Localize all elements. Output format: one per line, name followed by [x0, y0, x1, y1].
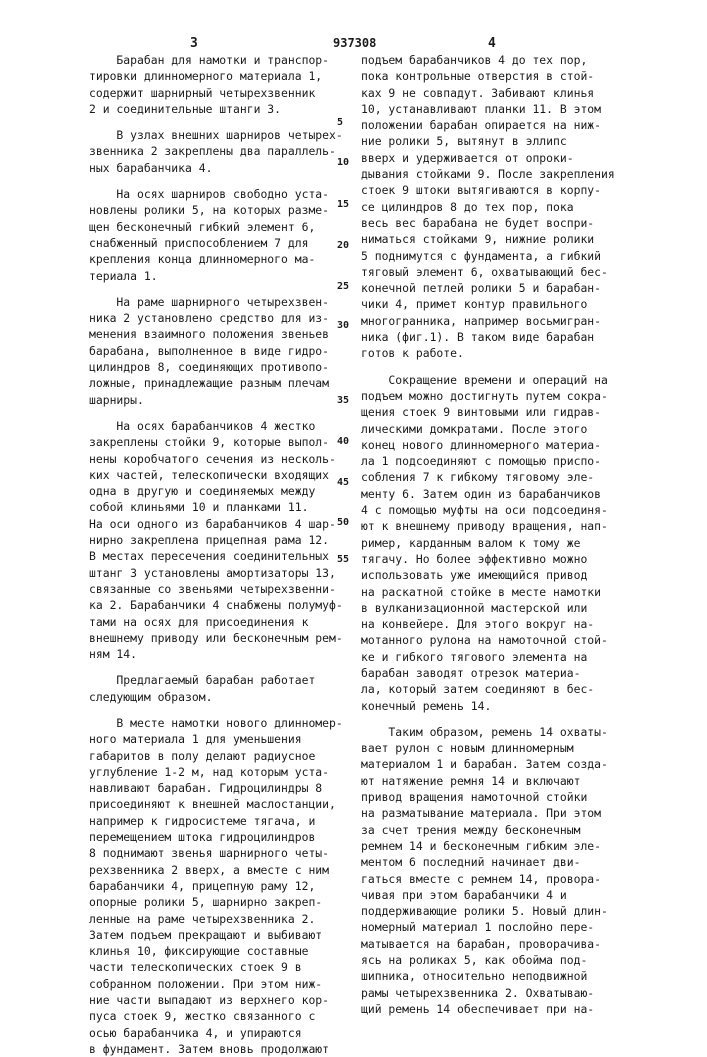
text-line: шарниры.: [89, 392, 339, 408]
text-line: содержит шарнирный четырехзвенник: [89, 85, 339, 101]
text-line: пуса стоек 9, жестко связанного с: [89, 1008, 339, 1024]
text-line: ного материала 1 для уменьшения: [89, 731, 339, 747]
text-line: материалом 1 и барабан. Затем созда-: [361, 756, 621, 772]
text-line: В месте намотки нового длинномер-: [89, 715, 339, 731]
text-line: пока контрольные отверстия в стой-: [361, 68, 621, 84]
text-line: на разматывание материала. При этом: [361, 805, 621, 821]
line-number: 40: [337, 436, 349, 447]
text-line: вает рулон с новым длинномерным: [361, 740, 621, 756]
paragraph: [361, 52, 621, 362]
text-line: конечной петлей ролики 5 и барабан-: [361, 280, 621, 296]
text-line: 4 с помощью муфты на оси подсоединя-: [361, 502, 621, 518]
text-line: в фундамент. Затем вновь продолжают: [89, 1041, 339, 1057]
text-line: ментом 6 последний начинает дви-: [361, 854, 621, 870]
paragraph-gap: [361, 362, 621, 372]
text-line: менения взаимного положения звеньев: [89, 326, 339, 342]
text-line: ние ролики 5, вытянут в эллипс: [361, 133, 621, 149]
text-line: матывается на барабан, проворачива-: [361, 936, 621, 952]
text-line: ленные на раме четырехзвенника 2.: [89, 911, 339, 927]
text-line: подъем можно достигнуть путем сокра-: [361, 388, 621, 404]
text-line: 5 поднимутся с фундамента, а гибкий: [361, 248, 621, 264]
text-line: новлены ролики 5, на которых разме-: [89, 202, 339, 218]
text-line: тами на осях для присоединения к: [89, 614, 339, 630]
line-number: 25: [337, 281, 349, 292]
text-line: ла, который затем соединяют в бес-: [361, 681, 621, 697]
text-line: за счет трения между бесконечным: [361, 822, 621, 838]
text-line: внешнему приводу или бесконечным рем-: [89, 630, 339, 646]
text-line: тяговый элемент 6, охватывающий бес-: [361, 264, 621, 280]
text-line: собой клиньями 10 и планками 11.: [89, 499, 339, 515]
left-column: [89, 52, 339, 1057]
right-page-number: 4: [488, 36, 496, 51]
text-line: рамы четырехзвенника 2. Охватываю-: [361, 985, 621, 1001]
text-line: ла 1 подсоединяют с помощью приспо-: [361, 453, 621, 469]
text-line: Барабан для намотки и транспор-: [89, 52, 339, 68]
paragraph-gap: [89, 408, 339, 418]
text-line: навливают барабан. Гидроцилиндры 8: [89, 780, 339, 796]
text-line: ют к внешнему приводу вращения, нап-: [361, 518, 621, 534]
text-line: углубление 1-2 м, над которым уста-: [89, 764, 339, 780]
text-line: стоек 9 штоки вытягиваются в корпу-: [361, 182, 621, 198]
text-line: ясь на роликах 5, как обойма под-: [361, 952, 621, 968]
text-line: габаритов в полу делают радиусное: [89, 748, 339, 764]
text-line: звенника 2 закреплены два параллель-: [89, 143, 339, 159]
text-line: тировки длинномерного материала 1,: [89, 68, 339, 84]
text-line: нены коробчатого сечения из несколь-: [89, 451, 339, 467]
text-line: чики 4, примет контур правильного: [361, 296, 621, 312]
text-line: щения стоек 9 винтовыми или гидрав-: [361, 404, 621, 420]
text-line: териала 1.: [89, 268, 339, 284]
text-line: тягачу. Но более эффективно можно: [361, 551, 621, 567]
text-line: Таким образом, ремень 14 охваты-: [361, 724, 621, 740]
text-line: ника 2 установлено средство для из-: [89, 310, 339, 326]
text-line: закреплены стойки 9, которые выпол-: [89, 434, 339, 450]
text-line: номерный материал 1 послойно пере-: [361, 919, 621, 935]
text-line: нирно закреплена прицепная рама 12.: [89, 532, 339, 548]
text-line: подъем барабанчиков 4 до тех пор,: [361, 52, 621, 68]
text-line: се цилиндров 8 до тех пор, пока: [361, 199, 621, 215]
text-line: лическими домкратами. После этого: [361, 421, 621, 437]
left-page-number: 3: [190, 36, 198, 51]
text-line: барабанчики 4, прицепную раму 12,: [89, 878, 339, 894]
line-number: 30: [337, 320, 349, 331]
text-line: В местах пересечения соединительных: [89, 548, 339, 564]
paragraph: [89, 418, 339, 662]
text-line: дывания стойками 9. После закрепления: [361, 166, 621, 182]
text-line: На раме шарнирного четырехзвен-: [89, 294, 339, 310]
line-number: 20: [337, 240, 349, 251]
text-line: на конвейере. Для этого вокруг на-: [361, 616, 621, 632]
text-line: собранном положении. При этом ниж-: [89, 976, 339, 992]
text-line: ных барабанчика 4.: [89, 160, 339, 176]
text-line: снабженный приспособлением 7 для: [89, 235, 339, 251]
text-line: шипника, относительно неподвижной: [361, 968, 621, 984]
text-line: ример, карданным валом к тому же: [361, 535, 621, 551]
text-line: многогранника, например восьмигран-: [361, 313, 621, 329]
text-line: части телескопических стоек 9 в: [89, 959, 339, 975]
text-line: весь вес барабана не будет воспри-: [361, 215, 621, 231]
text-line: присоединяют к внешней маслостанции,: [89, 796, 339, 812]
text-line: ках 9 не совпадут. Забивают клинья: [361, 85, 621, 101]
paragraph-gap: [89, 662, 339, 672]
text-line: конечный ремень 14.: [361, 698, 621, 714]
line-number: 50: [337, 517, 349, 528]
text-line: 8 поднимают звенья шарнирного четы-: [89, 845, 339, 861]
text-line: щен бесконечный гибкий элемент 6,: [89, 219, 339, 235]
text-line: связанные со звеньями четырехзвенни-: [89, 581, 339, 597]
text-line: ке и гибкого тягового элемента на: [361, 649, 621, 665]
patent-number: 937308: [333, 36, 376, 50]
text-line: ням 14.: [89, 646, 339, 662]
text-line: Сокращение времени и операций на: [361, 372, 621, 388]
text-line: цилиндров 8, соединяющих противопо-: [89, 359, 339, 375]
text-line: барабана, выполненное в виде гидро-: [89, 343, 339, 359]
text-line: следующим образом.: [89, 689, 339, 705]
paragraph: [89, 715, 339, 1057]
text-line: гаться вместе с ремнем 14, провора-: [361, 871, 621, 887]
right-column: [361, 52, 621, 1017]
text-line: клинья 10, фиксирующие составные: [89, 943, 339, 959]
text-line: Предлагаемый барабан работает: [89, 672, 339, 688]
paragraph-gap: [89, 176, 339, 186]
line-number: 15: [337, 199, 349, 210]
text-line: собления 7 к гибкому тяговому эле-: [361, 469, 621, 485]
text-line: ника (фиг.1). В таком виде барабан: [361, 329, 621, 345]
paragraph-gap: [89, 705, 339, 715]
paragraph: [361, 372, 621, 714]
text-line: В узлах внешних шарниров четырех-: [89, 127, 339, 143]
text-line: привод вращения намоточной стойки: [361, 789, 621, 805]
paragraph: [89, 186, 339, 284]
text-line: рехзвенника 2 вверх, а вместе с ним: [89, 862, 339, 878]
text-line: мотанного рулона на намоточной стой-: [361, 632, 621, 648]
paragraph: [89, 127, 339, 176]
text-line: На осях шарниров свободно уста-: [89, 186, 339, 202]
text-line: в вулканизационной мастерской или: [361, 600, 621, 616]
text-line: конец нового длинномерного материа-: [361, 437, 621, 453]
paragraph: [361, 724, 621, 1017]
text-line: вверх и удерживается от опроки-: [361, 150, 621, 166]
text-line: на раскатной стойке в месте намотки: [361, 584, 621, 600]
text-line: опорные ролики 5, шарнирно закреп-: [89, 894, 339, 910]
paragraph: [89, 672, 339, 705]
text-line: щий ремень 14 обеспечивает при на-: [361, 1001, 621, 1017]
text-line: ниматься стойками 9, нижние ролики: [361, 231, 621, 247]
text-line: 2 и соединительные штанги 3.: [89, 101, 339, 117]
paragraph-gap: [89, 117, 339, 127]
text-line: поддерживающие ролики 5. Новый длин-: [361, 903, 621, 919]
text-line: менту 6. Затем один из барабанчиков: [361, 486, 621, 502]
paragraph: [89, 52, 339, 117]
text-line: готов к работе.: [361, 345, 621, 361]
text-line: ка 2. Барабанчики 4 снабжены полумуф-: [89, 597, 339, 613]
text-line: штанг 3 установлены амортизаторы 13,: [89, 565, 339, 581]
line-number: 5: [337, 117, 343, 128]
text-line: 10, устанавливают планки 11. В этом: [361, 101, 621, 117]
text-line: осью барабанчика 4, и упираются: [89, 1025, 339, 1041]
text-line: барабан заводят отрезок материа-: [361, 665, 621, 681]
text-line: крепления конца длинномерного ма-: [89, 251, 339, 267]
text-line: одна в другую и соединяемых между: [89, 483, 339, 499]
line-number: 55: [337, 554, 349, 565]
paragraph-gap: [89, 284, 339, 294]
line-number: 45: [337, 477, 349, 488]
text-line: Затем подъем прекращают и выбивают: [89, 927, 339, 943]
text-line: использовать уже имеющийся привод: [361, 567, 621, 583]
text-line: чивая при этом барабанчики 4 и: [361, 887, 621, 903]
text-line: ние части выпадают из верхнего кор-: [89, 992, 339, 1008]
line-number: 35: [337, 395, 349, 406]
text-line: например к гидросистеме тягача, и: [89, 813, 339, 829]
text-line: ложные, принадлежащие разным плечам: [89, 375, 339, 391]
text-line: ких частей, телескопически входящих: [89, 467, 339, 483]
text-line: перемещением штока гидроцилиндров: [89, 829, 339, 845]
text-line: положении барабан опирается на ниж-: [361, 117, 621, 133]
line-number: 10: [337, 157, 349, 168]
paragraph: [89, 294, 339, 408]
text-line: ремнем 14 и бесконечным гибким эле-: [361, 838, 621, 854]
text-line: На оси одного из барабанчиков 4 шар-: [89, 516, 339, 532]
text-line: ют натяжение ремня 14 и включают: [361, 773, 621, 789]
text-line: На осях барабанчиков 4 жестко: [89, 418, 339, 434]
paragraph-gap: [361, 714, 621, 724]
